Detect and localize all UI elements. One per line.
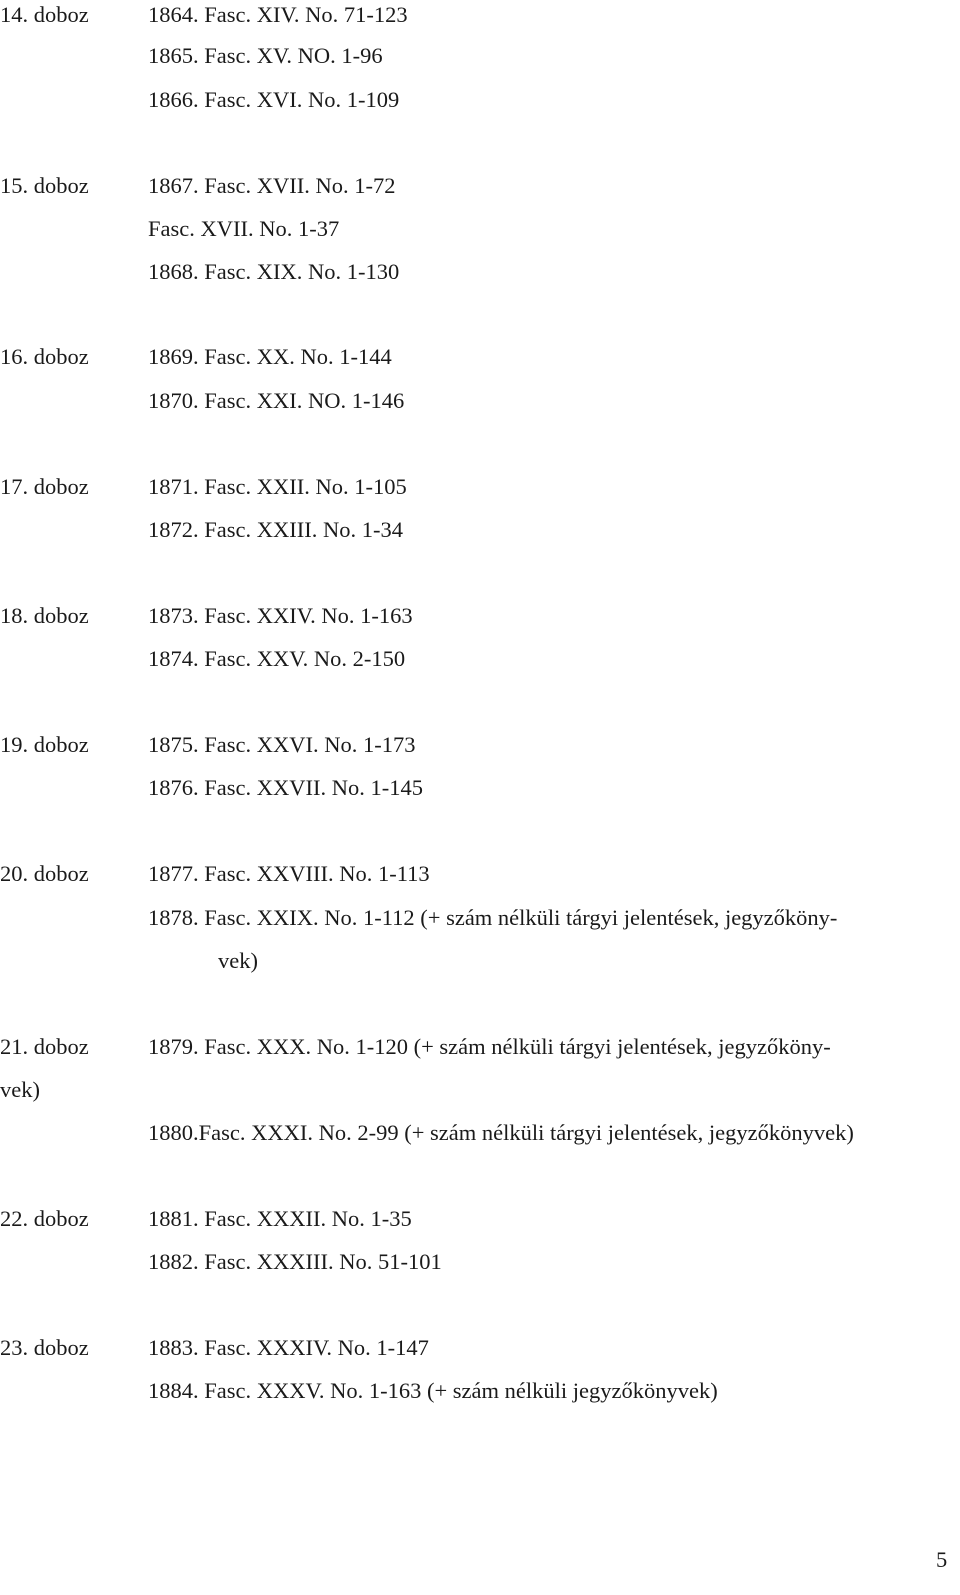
entry-line: 1865. Fasc. XV. NO. 1-96	[148, 43, 383, 68]
entry-line: 1879. Fasc. XXX. No. 1-120 (+ szám nélküli tárgyi jelentések, jegyzőköny-	[148, 1034, 831, 1059]
entry-line: vek)	[0, 1077, 40, 1102]
box-label-17: 17. doboz	[0, 474, 89, 499]
box-label-18: 18. doboz	[0, 603, 89, 628]
entry-line: 1883. Fasc. XXXIV. No. 1-147	[148, 1335, 429, 1360]
entry-line: 1867. Fasc. XVII. No. 1-72	[148, 173, 396, 198]
box-label-15: 15. doboz	[0, 173, 89, 198]
entry-line: 1872. Fasc. XXIII. No. 1-34	[148, 517, 403, 542]
entry-line: 1875. Fasc. XXVI. No. 1-173	[148, 732, 416, 757]
entry-line: 1864. Fasc. XIV. No. 71-123	[148, 2, 408, 27]
entry-line: 1866. Fasc. XVI. No. 1-109	[148, 87, 400, 112]
entry-line: 1884. Fasc. XXXV. No. 1-163 (+ szám nélküli jegyzőkönyvek)	[148, 1378, 718, 1403]
box-label-23: 23. doboz	[0, 1335, 89, 1360]
entry-line: 1873. Fasc. XXIV. No. 1-163	[148, 603, 413, 628]
box-label-14: 14. doboz	[0, 2, 89, 27]
entry-line: 1882. Fasc. XXXIII. No. 51-101	[148, 1249, 442, 1274]
entry-line: 1871. Fasc. XXII. No. 1-105	[148, 474, 407, 499]
box-label-16: 16. doboz	[0, 344, 89, 369]
entry-line: 1874. Fasc. XXV. No. 2-150	[148, 646, 406, 671]
entry-line: 1881. Fasc. XXXII. No. 1-35	[148, 1206, 412, 1231]
entry-line: 1868. Fasc. XIX. No. 1-130	[148, 259, 400, 284]
page-number: 5	[936, 1547, 948, 1572]
entry-line: 1877. Fasc. XXVIII. No. 1-113	[148, 861, 430, 886]
box-label-22: 22. doboz	[0, 1206, 89, 1231]
entry-line: 1878. Fasc. XXIX. No. 1-112 (+ szám nélküli tárgyi jelentések, jegyzőköny-	[148, 905, 838, 930]
entry-line: 1869. Fasc. XX. No. 1-144	[148, 344, 392, 369]
entry-line: 1876. Fasc. XXVII. No. 1-145	[148, 775, 423, 800]
box-label-19: 19. doboz	[0, 732, 89, 757]
entry-line: 1870. Fasc. XXI. NO. 1-146	[148, 388, 405, 413]
box-label-21: 21. doboz	[0, 1034, 89, 1059]
entry-line: 1880.Fasc. XXXI. No. 2-99 (+ szám nélküli tárgyi jelentések, jegyzőkönyvek)	[148, 1120, 854, 1145]
box-label-20: 20. doboz	[0, 861, 89, 886]
entry-line: Fasc. XVII. No. 1-37	[148, 216, 340, 241]
entry-line: vek)	[218, 948, 258, 973]
